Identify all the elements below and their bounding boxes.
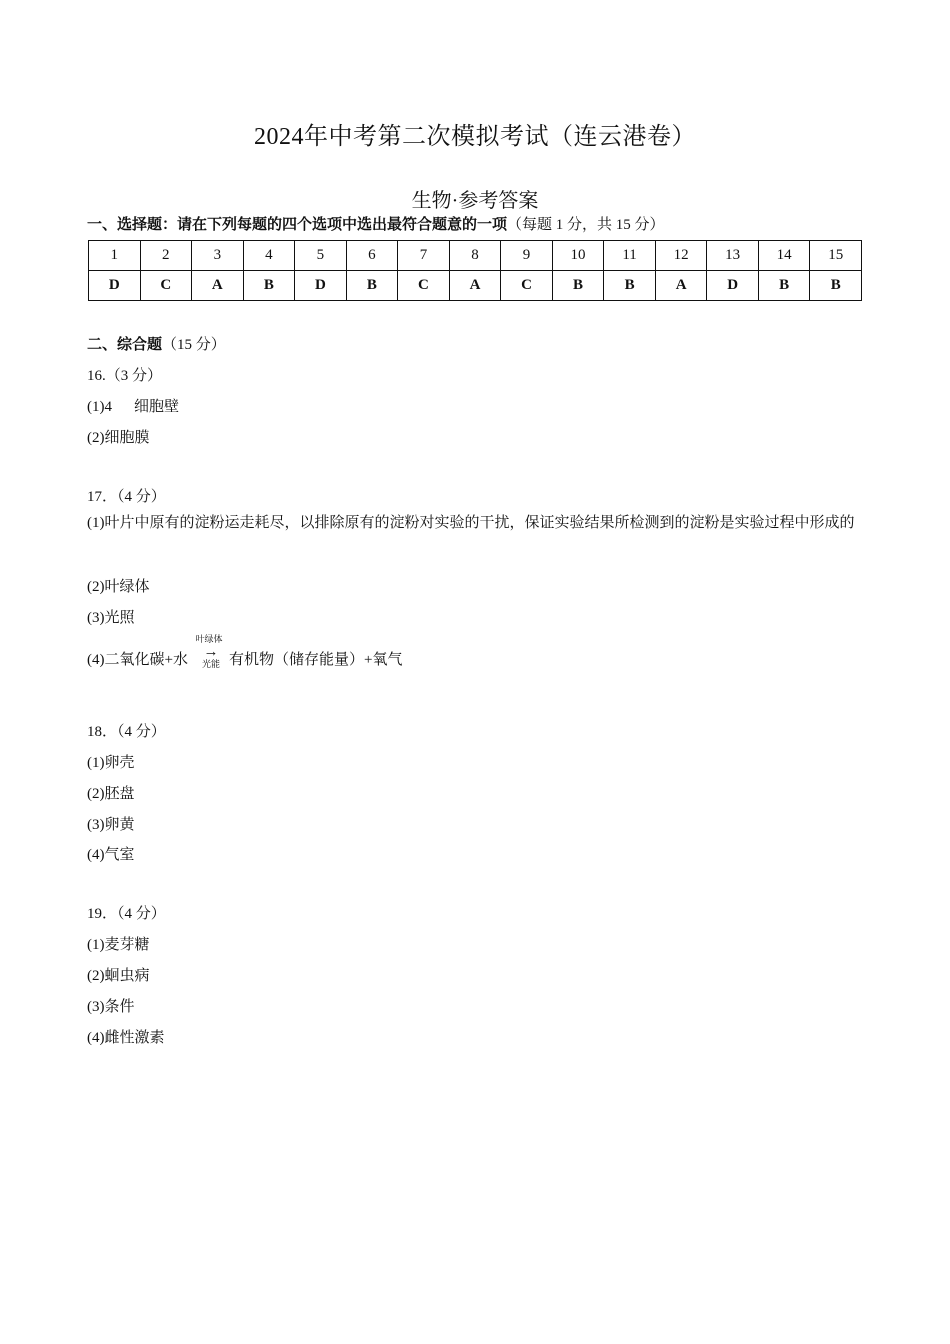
page-subtitle: 生物·参考答案 bbox=[411, 190, 539, 212]
equation-products: 有机物（储存能量）+氧气 bbox=[229, 652, 403, 668]
answer-cell: B bbox=[810, 271, 862, 301]
q17-label: 17．（4 分） bbox=[87, 489, 166, 505]
answer-row bbox=[89, 271, 862, 301]
question-number-cell: 9 bbox=[501, 241, 553, 271]
q19-answer-2: (2)蛔虫病 bbox=[87, 968, 150, 984]
answer-cell: A bbox=[655, 271, 707, 301]
q16-answer-1-prefix: (1)4 bbox=[87, 399, 112, 415]
q19-answer-3: (3)条件 bbox=[87, 999, 135, 1015]
answer-cell: D bbox=[295, 271, 347, 301]
q18-answer-4: (4)气室 bbox=[87, 847, 135, 863]
answer-cell: D bbox=[707, 271, 759, 301]
equation-reactants: (4)二氧化碳+水 bbox=[87, 652, 188, 668]
q18-label: 18．（4 分） bbox=[87, 724, 166, 740]
q16-label: 16.（3 分） bbox=[87, 368, 163, 384]
reaction-condition-bottom: 光能 bbox=[201, 659, 220, 669]
question-number-row bbox=[89, 241, 862, 271]
question-number-cell: 7 bbox=[398, 241, 450, 271]
q16-answer-1-text: 细胞壁 bbox=[134, 399, 180, 415]
answer-cell: A bbox=[449, 271, 501, 301]
q17-answer-1: (1)叶片中原有的淀粉运走耗尽，以排除原有的淀粉对实验的干扰，保证实验结果所检测到的淀粉是实验过程中形成的 bbox=[87, 515, 855, 531]
q17-answer-3: (3)光照 bbox=[87, 610, 135, 626]
q18-answer-2: (2)胚盘 bbox=[87, 786, 135, 802]
reaction-arrow-group bbox=[195, 634, 227, 670]
q16-answer-2: (2)细胞膜 bbox=[87, 430, 150, 446]
answer-cell: A bbox=[192, 271, 244, 301]
question-number-cell: 4 bbox=[243, 241, 295, 271]
question-number-cell: 6 bbox=[346, 241, 398, 271]
question-number-cell: 5 bbox=[295, 241, 347, 271]
question-number-cell: 14 bbox=[758, 241, 810, 271]
q19-answer-4: (4)雌性激素 bbox=[87, 1030, 165, 1046]
page-title: 2024年中考第二次模拟考试（连云港卷） bbox=[254, 124, 696, 150]
q16-answer-1 bbox=[87, 395, 179, 416]
answer-cell: C bbox=[501, 271, 553, 301]
section-2-heading-note: （15 分） bbox=[162, 337, 226, 353]
question-number-cell: 3 bbox=[192, 241, 244, 271]
section-1-heading-note: （每题 1 分，共 15 分） bbox=[507, 217, 665, 233]
answer-cell: C bbox=[140, 271, 192, 301]
answer-cell: B bbox=[346, 271, 398, 301]
question-number-cell: 12 bbox=[655, 241, 707, 271]
answer-cell: B bbox=[758, 271, 810, 301]
question-number-cell: 11 bbox=[604, 241, 656, 271]
q18-answer-3: (3)卵黄 bbox=[87, 817, 135, 833]
question-number-cell: 10 bbox=[552, 241, 604, 271]
section-2-heading bbox=[87, 333, 226, 354]
right-arrow-icon: → bbox=[203, 644, 219, 660]
answer-cell: B bbox=[604, 271, 656, 301]
section-2-heading-text: 二、综合题 bbox=[87, 337, 163, 353]
answer-cell: C bbox=[398, 271, 450, 301]
answer-table bbox=[88, 240, 862, 301]
answer-cell: D bbox=[89, 271, 141, 301]
q19-answer-1: (1)麦芽糖 bbox=[87, 937, 150, 953]
question-number-cell: 1 bbox=[89, 241, 141, 271]
section-1-heading bbox=[87, 213, 665, 234]
reaction-condition-top: 叶绿体 bbox=[195, 634, 223, 644]
answer-cell: B bbox=[243, 271, 295, 301]
q18-answer-1: (1)卵壳 bbox=[87, 755, 135, 771]
question-number-cell: 13 bbox=[707, 241, 759, 271]
q19-label: 19．（4 分） bbox=[87, 906, 166, 922]
question-number-cell: 15 bbox=[810, 241, 862, 271]
question-number-cell: 8 bbox=[449, 241, 501, 271]
q17-answer-2: (2)叶绿体 bbox=[87, 579, 150, 595]
question-number-cell: 2 bbox=[140, 241, 192, 271]
answer-cell: B bbox=[552, 271, 604, 301]
section-1-heading-text: 一、选择题：请在下列每题的四个选项中选出最符合题意的一项 bbox=[87, 217, 508, 233]
